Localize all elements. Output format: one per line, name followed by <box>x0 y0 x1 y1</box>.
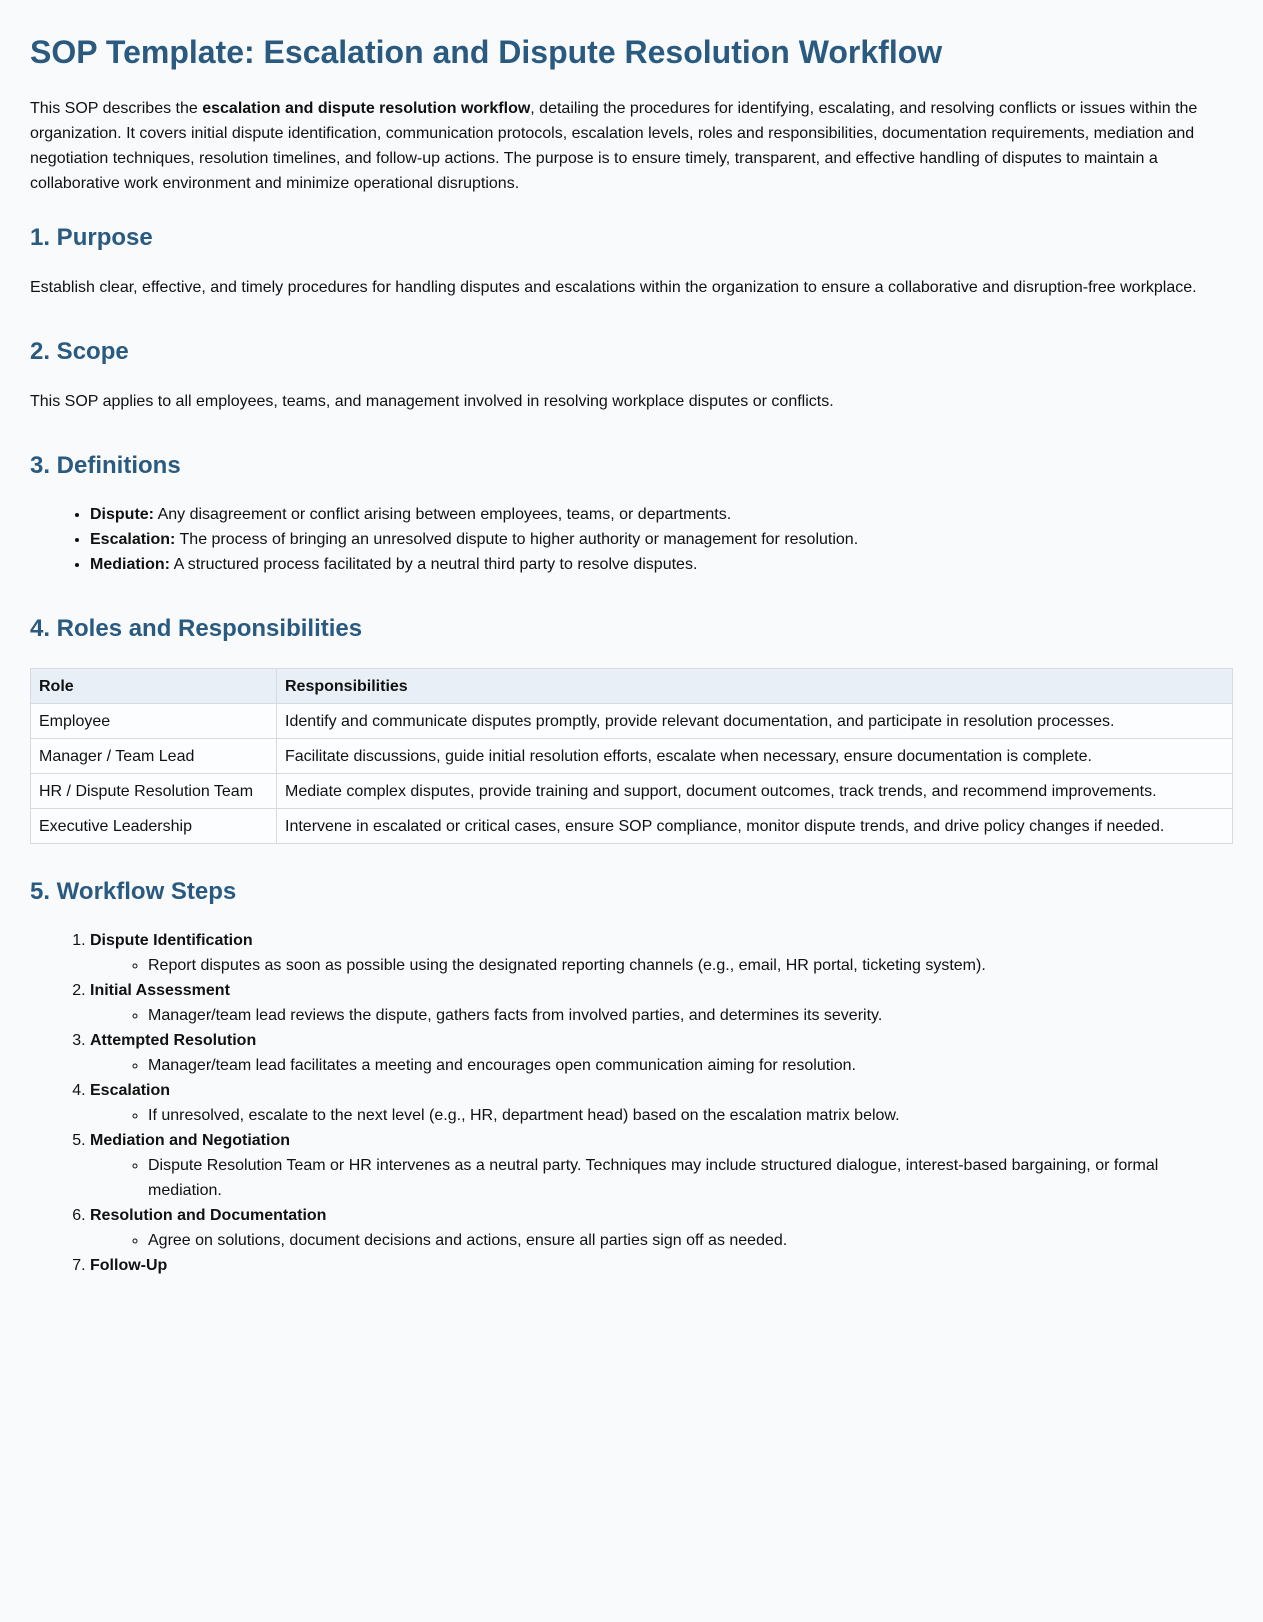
step-title: Resolution and Documentation <box>90 1207 327 1224</box>
step-detail-list <box>90 1228 1233 1253</box>
definition-text: The process of bringing an unresolved dispute to higher authority or management for resolution. <box>175 531 859 548</box>
step-title: Initial Assessment <box>90 982 230 999</box>
roles-heading: 4. Roles and Responsibilities <box>30 615 363 642</box>
purpose-heading: 1. Purpose <box>30 224 153 251</box>
step-detail: ◦ If unresolved, escalate to the next level (e.g., HR, department head) based on the escalation matrix below. <box>148 1103 1233 1128</box>
step-detail-list <box>90 1003 1233 1028</box>
responsibilities-cell: Mediate complex disputes, provide training and support, document outcomes, track trends, and recommend improvements. <box>277 774 1233 809</box>
intro-text-end: , detailing the procedures for identifying, escalating, and resolving conflicts or issues within the organization. It covers initial dispute identification, communication protocols, escalation levels, roles and responsibilities, documentation requirements, mediation and negotiation techniques, resolution timelines, and follow-up actions. The purpose is to ensure timely, transparent, and effective handling of disputes to maintain a collaborative work environment and minimize operational disruptions. <box>30 100 1198 192</box>
step-detail: ◦ Manager/team lead facilitates a meeting and encourages open communication aiming for resolution. <box>148 1053 1233 1078</box>
workflow-steps-list <box>30 928 1233 1278</box>
workflow-step <box>90 928 1233 978</box>
column-header-role: Role <box>31 669 277 704</box>
definitions-list <box>30 502 1233 577</box>
step-detail-list <box>90 1103 1233 1128</box>
roles-table <box>30 668 1233 844</box>
step-title: Mediation and Negotiation <box>90 1132 290 1149</box>
step-detail: ◦ Agree on solutions, document decisions and actions, ensure all parties sign off as needed. <box>148 1228 1233 1253</box>
table-row <box>31 739 1233 774</box>
step-detail: ◦ Report disputes as soon as possible using the designated reporting channels (e.g., email, HR portal, ticketing system). <box>148 953 1233 978</box>
intro-text-start: This SOP describes the <box>30 100 203 117</box>
role-cell: HR / Dispute Resolution Team <box>31 774 277 809</box>
purpose-text: Establish clear, effective, and timely procedures for handling disputes and escalations within the organization to ensure a collaborative and disruption-free workplace. <box>30 279 1197 296</box>
definition-text: A structured process facilitated by a neutral third party to resolve disputes. <box>170 556 698 573</box>
scope-text: This SOP applies to all employees, teams, and management involved in resolving workplace disputes or conflicts. <box>30 393 834 410</box>
definition-text: Any disagreement or conflict arising between employees, teams, or departments. <box>154 506 732 523</box>
definition-item <box>90 552 1233 577</box>
table-row <box>31 774 1233 809</box>
workflow-step <box>90 1028 1233 1078</box>
definition-item <box>90 527 1233 552</box>
step-title: Follow-Up <box>90 1257 168 1274</box>
role-cell: Employee <box>31 704 277 739</box>
workflow-step <box>90 978 1233 1028</box>
role-cell: Executive Leadership <box>31 809 277 844</box>
workflow-heading: 5. Workflow Steps <box>30 878 237 905</box>
table-row <box>31 704 1233 739</box>
definitions-heading: 3. Definitions <box>30 452 181 479</box>
intro-bold-text: escalation and dispute resolution workflow <box>202 100 531 117</box>
definition-term: Escalation: <box>90 531 176 548</box>
step-detail-list <box>90 1053 1233 1078</box>
role-cell: Manager / Team Lead <box>31 739 277 774</box>
workflow-step <box>90 1253 1233 1278</box>
table-header-row <box>31 669 1233 704</box>
step-detail: ◦ Manager/team lead reviews the dispute, gathers facts from involved parties, and determines its severity. <box>148 1003 1233 1028</box>
responsibilities-cell: Facilitate discussions, guide initial resolution efforts, escalate when necessary, ensure documentation is complete. <box>277 739 1233 774</box>
responsibilities-cell: Identify and communicate disputes promptly, provide relevant documentation, and participate in resolution processes. <box>277 704 1233 739</box>
definition-term: Mediation: <box>90 556 170 573</box>
intro-paragraph <box>30 96 1233 196</box>
page-title: SOP Template: Escalation and Dispute Resolution Workflow <box>30 34 943 70</box>
step-title: Escalation <box>90 1082 171 1099</box>
definition-term: Dispute: <box>90 506 154 523</box>
step-title: Attempted Resolution <box>90 1032 257 1049</box>
column-header-responsibilities: Responsibilities <box>277 669 1233 704</box>
definition-item <box>90 502 1233 527</box>
step-detail: ◦ Dispute Resolution Team or HR intervenes as a neutral party. Techniques may include structured dialogue, interest-based bargaining, or formal mediation. <box>148 1153 1233 1203</box>
step-title: Dispute Identification <box>90 932 253 949</box>
scope-heading: 2. Scope <box>30 338 129 365</box>
responsibilities-cell: Intervene in escalated or critical cases, ensure SOP compliance, monitor dispute trends, and drive policy changes if needed. <box>277 809 1233 844</box>
workflow-step <box>90 1078 1233 1128</box>
workflow-step <box>90 1203 1233 1253</box>
step-detail-list <box>90 1153 1233 1203</box>
workflow-step <box>90 1128 1233 1203</box>
table-row <box>31 809 1233 844</box>
step-detail-list <box>90 953 1233 978</box>
